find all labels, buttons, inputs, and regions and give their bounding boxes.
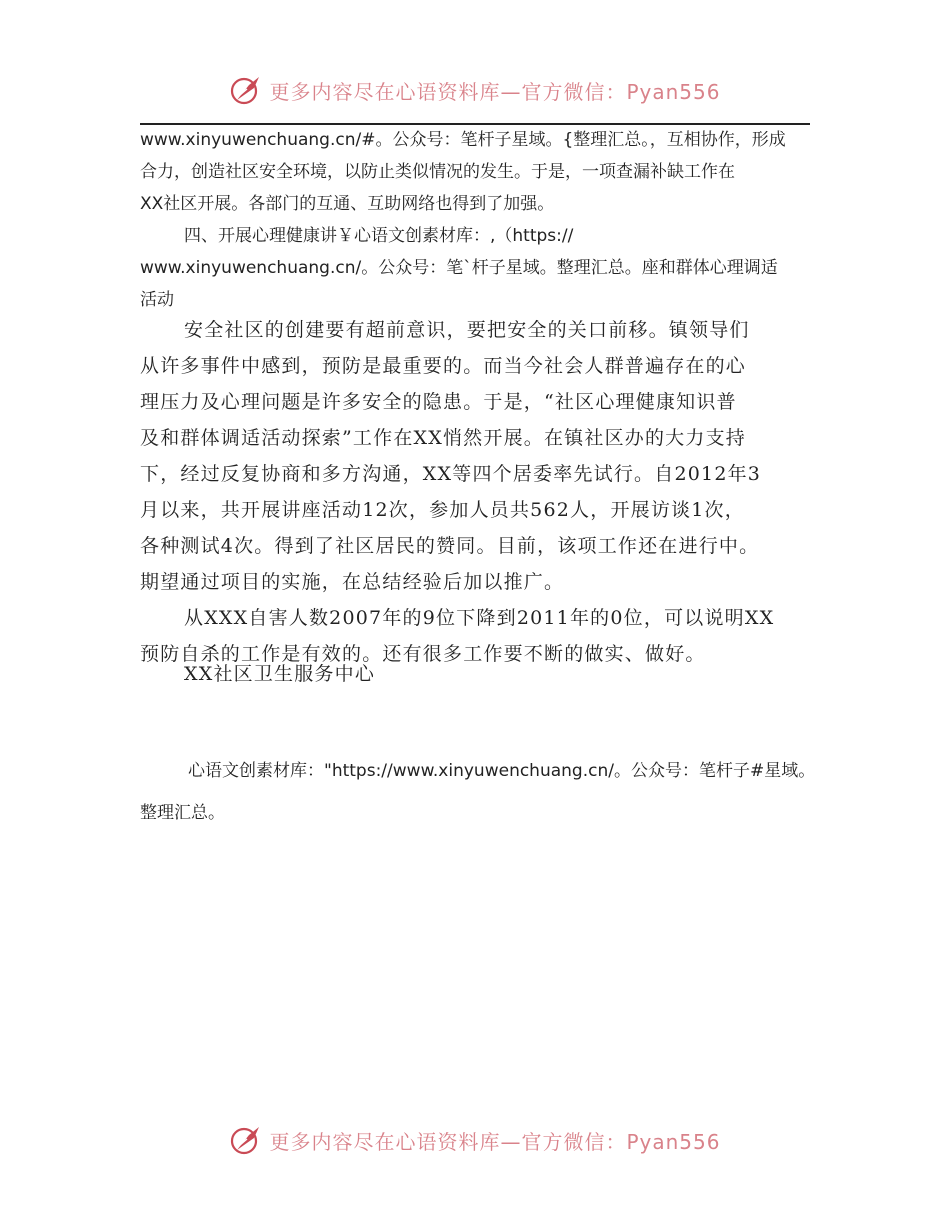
text-line: 各种测试4次。得到了社区居民的赞同。目前，该项工作还在进行中。 xyxy=(140,535,760,557)
text-line: 及和群体调适活动探索”工作在XX悄然开展。在镇社区办的大力支持 xyxy=(140,427,746,449)
text-line: 合力，创造社区安全环境，以防止类似情况的发生。于是，一项查漏补缺工作在 xyxy=(140,162,735,182)
paragraph-2 xyxy=(140,220,820,316)
text-line: 预防自杀的工作是有效的。还有很多工作要不断的做实、做好。 xyxy=(140,643,706,665)
text-line: www.xinyuwenchuang.cn/。公众号：笔`杆子星域。整理汇总。座和群体心理调适 xyxy=(140,258,778,278)
text-line: 月以来，共开展讲座活动12次，参加人员共562人，开展访谈1次， xyxy=(140,499,745,521)
text-line: 整理汇总。 xyxy=(140,803,225,823)
text-line: www.xinyuwenchuang.cn/#。公众号：笔杆子星域。{整理汇总。，互相协作，形成 xyxy=(140,130,786,150)
header-banner xyxy=(0,70,950,110)
banner-text: 更多内容尽在心语资料库—官方微信：Pyan556 xyxy=(269,79,721,104)
footer-banner xyxy=(0,1120,950,1160)
text-line: 理压力及心理问题是许多安全的隐患。于是，“社区心理健康知识普 xyxy=(140,391,737,413)
text-line: 心语文创素材库："https://www.xinyuwenchuang.cn/。公众号：笔杆子#星域。 xyxy=(188,761,816,781)
banner-text: 更多内容尽在心语资料库—官方微信：Pyan556 xyxy=(269,1129,721,1154)
paragraph-3 xyxy=(140,312,820,600)
quill-pen-logo xyxy=(229,73,263,107)
text-line: 活动 xyxy=(140,290,174,310)
signature-line xyxy=(140,656,820,692)
text-line: XX社区开展。各部门的互通、互助网络也得到了加强。 xyxy=(140,194,555,214)
text-line: 安全社区的创建要有超前意识，要把安全的关口前移。镇领导们 xyxy=(184,319,750,341)
paragraph-6 xyxy=(140,750,820,834)
text-line: XX社区卫生服务中心 xyxy=(184,663,376,685)
text-line: 四、开展心理健康讲￥心语文创素材库：,（https:// xyxy=(184,226,574,246)
text-line: 期望通过项目的实施，在总结经验后加以推广。 xyxy=(140,571,565,593)
text-line: 下，经过反复协商和多方沟通，XX等四个居委率先试行。自2012年3 xyxy=(140,463,762,485)
paragraph-1 xyxy=(140,124,820,220)
text-line: 从XXX自害人数2007年的9位下降到2011年的0位，可以说明XX xyxy=(184,607,775,629)
text-line: 从许多事件中感到，预防是最重要的。而当今社会人群普遍存在的心 xyxy=(140,355,747,377)
quill-pen-logo xyxy=(229,1123,263,1157)
